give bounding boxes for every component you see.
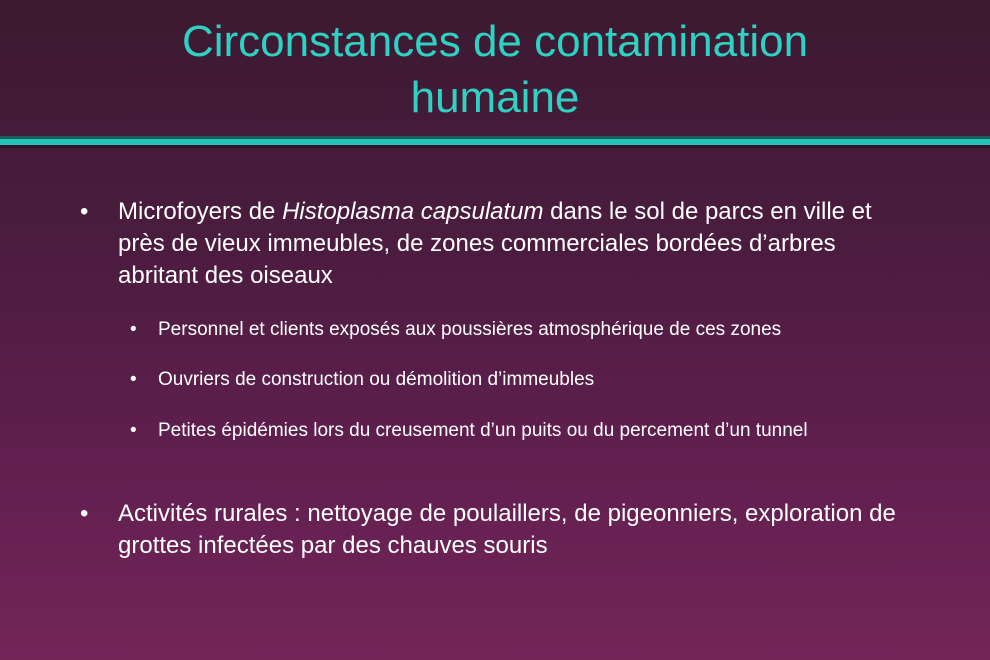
sub-bullet-1-text: Personnel et clients exposés aux poussières atmosphérique de ces zones xyxy=(158,319,782,340)
bullet-1-text-end: dans le sol de parcs en ville et près de vieux immeubles, de zones commerciales bordées d’arbres abritant des oiseaux xyxy=(118,198,872,289)
slide-title-line-1: Circonstances de contamination xyxy=(181,17,809,66)
bullet-1-text-start: Microfoyers de xyxy=(118,198,283,225)
bullet-1-text xyxy=(118,196,918,292)
sub-bullet-2-marker: • xyxy=(130,369,137,390)
sub-bullet-2-text: Ouvriers de construction ou démolition d’immeubles xyxy=(158,369,595,390)
sub-bullet-3-marker: • xyxy=(130,420,137,441)
bullet-2-text: Activités rurales : nettoyage de poulaillers, de pigeonniers, exploration de grottes infectées par des chauves souris xyxy=(118,500,896,559)
sub-bullet-1-marker: • xyxy=(130,319,137,340)
bullet-1-species-name: Histoplasma capsulatum xyxy=(282,198,544,225)
bullet-1-marker: • xyxy=(80,198,89,225)
bullet-2-marker: • xyxy=(80,500,89,527)
slide-title-line-2: humaine xyxy=(410,73,580,122)
sub-bullet-3-text: Petites épidémies lors du creusement d’un puits ou du percement d’un tunnel xyxy=(158,420,808,441)
